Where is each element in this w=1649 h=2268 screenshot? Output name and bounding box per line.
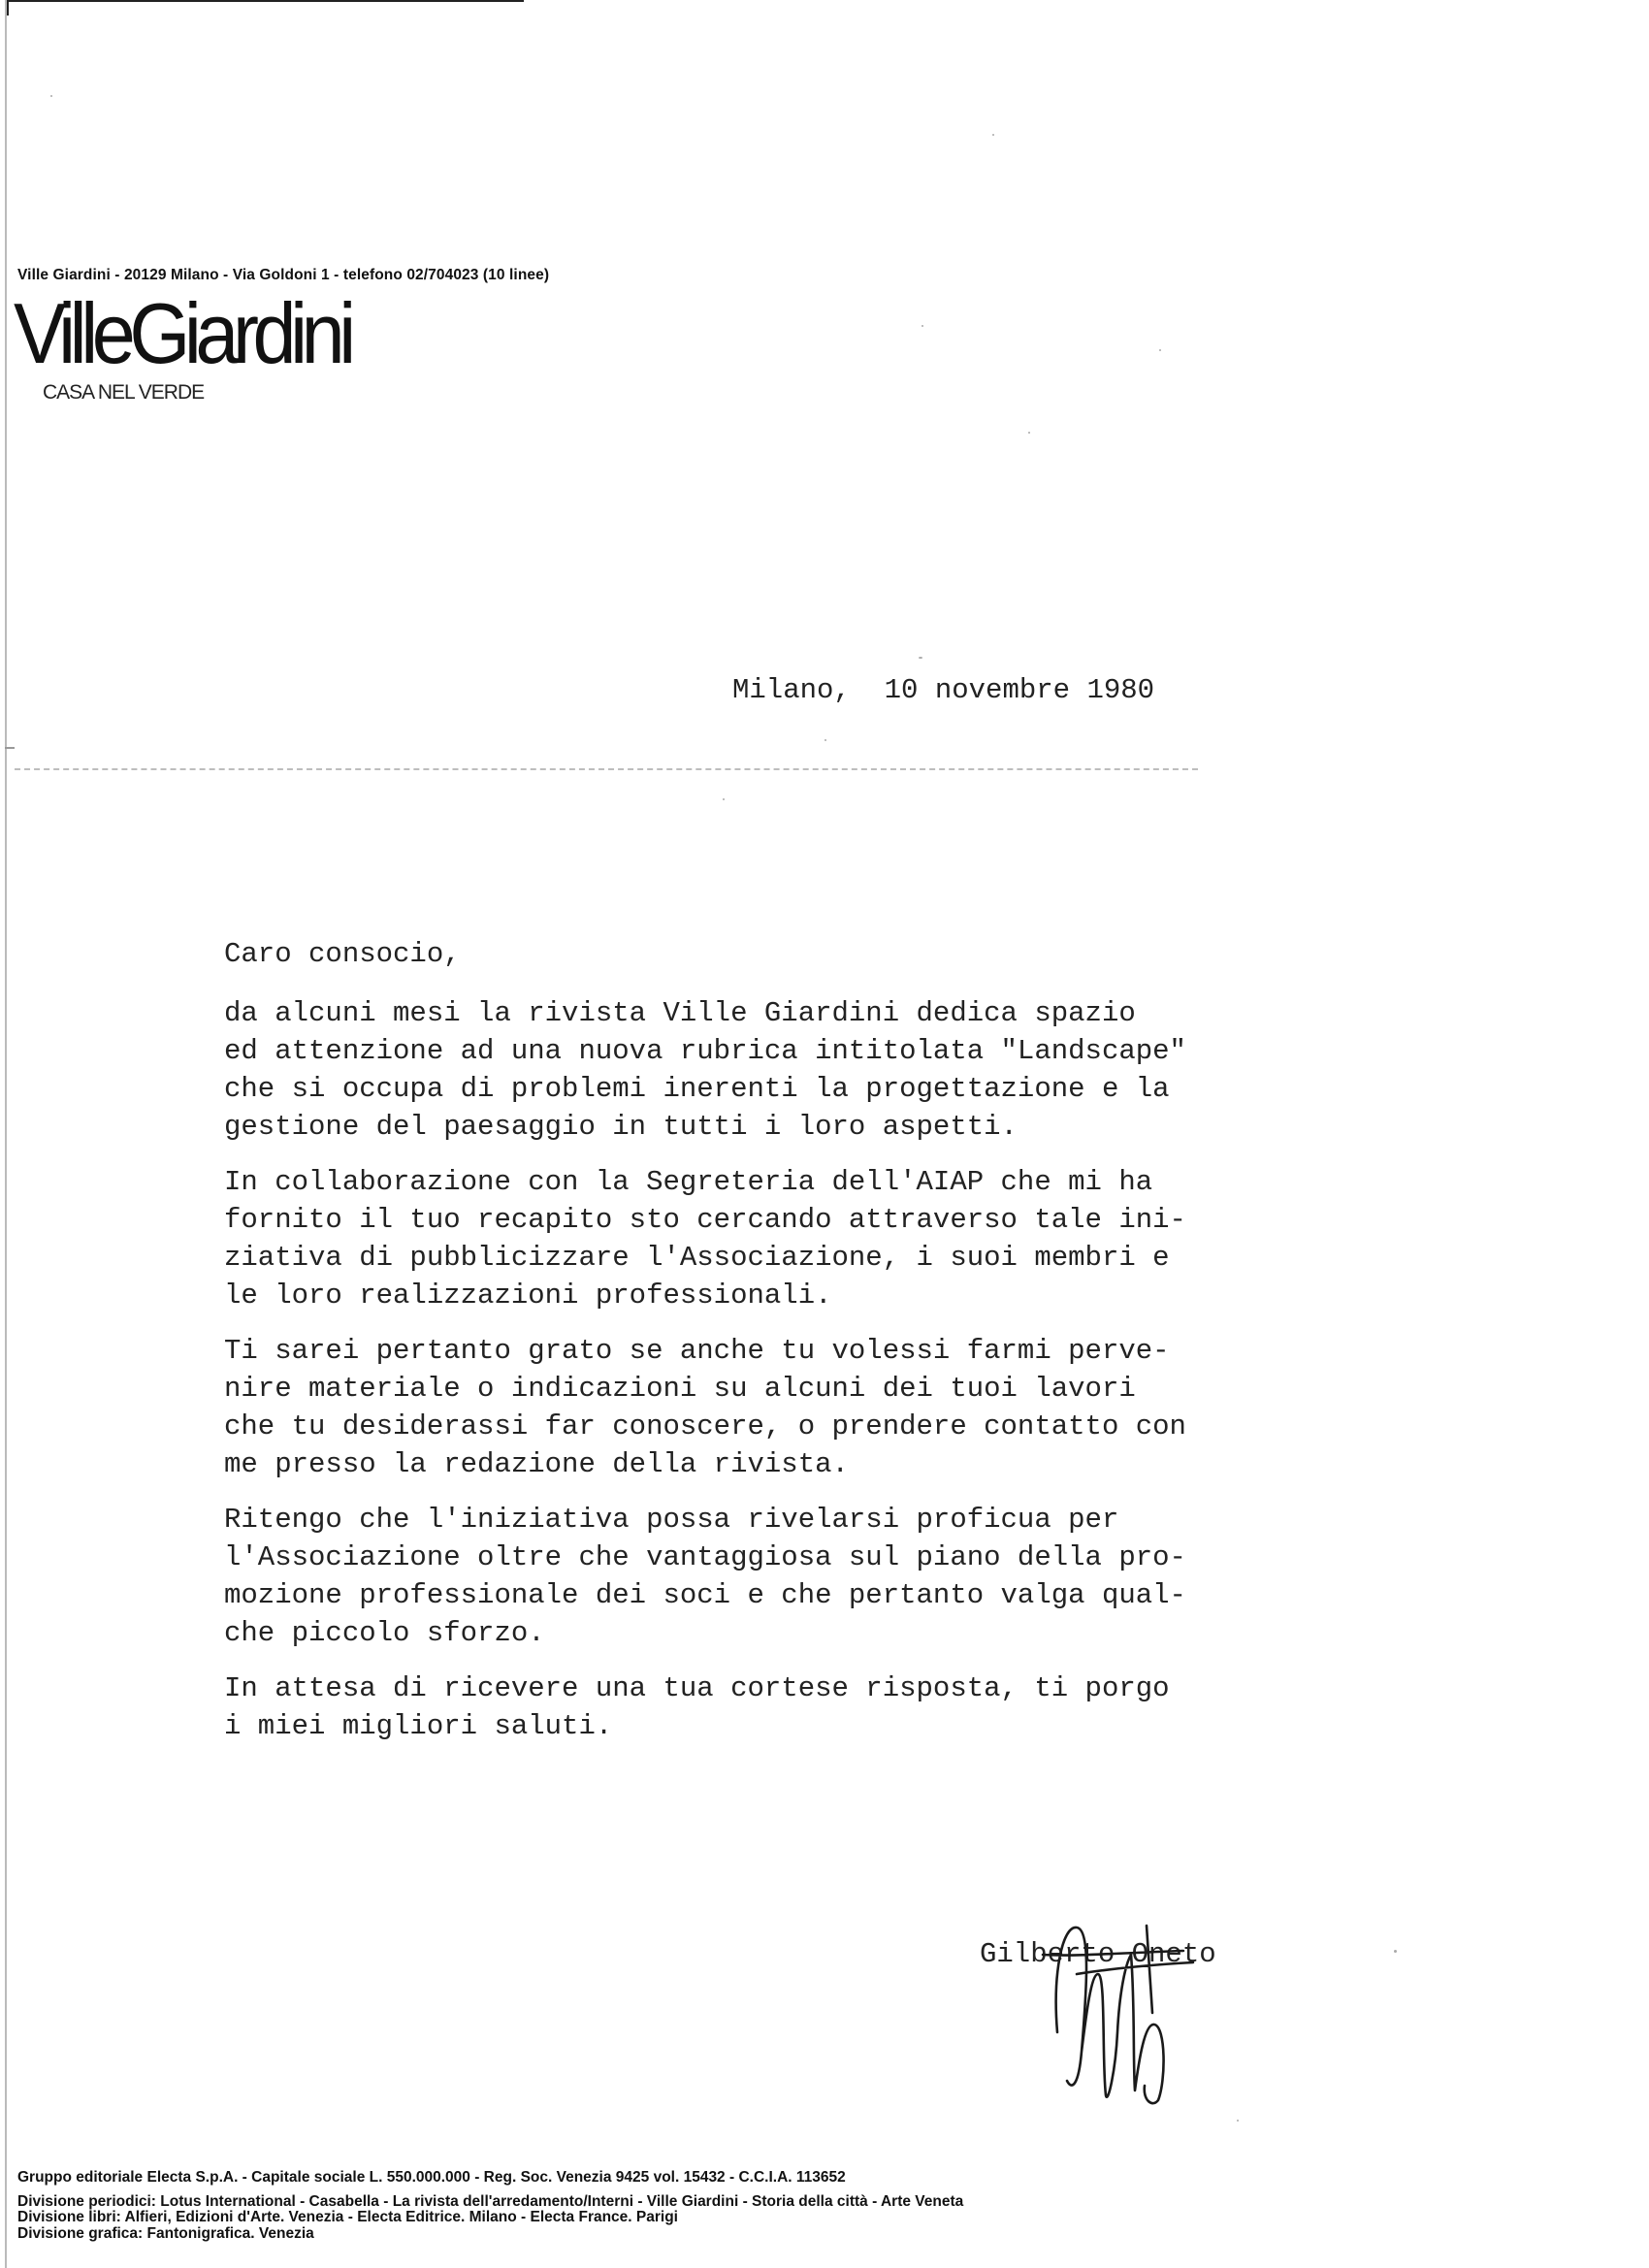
scan-speck	[50, 95, 52, 97]
body-line: l'Associazione oltre che vantaggiosa sul piano della pro-	[224, 1541, 1186, 1573]
body-line: Ti sarei pertanto grato se anche tu volessi farmi perve-	[224, 1335, 1170, 1367]
scan-speck	[723, 798, 725, 800]
body-line: me presso la redazione della rivista.	[224, 1448, 849, 1480]
footer-line: Divisione grafica: Fantonigrafica. Venezia	[17, 2224, 314, 2242]
letter-salutation: Caro consocio,	[224, 938, 461, 970]
handwritten-signature	[1038, 1916, 1203, 2110]
fold-tick-mark	[5, 747, 15, 749]
body-paragraph	[224, 1163, 1186, 1314]
body-line: che tu desiderassi far conoscere, o prendere contatto con	[224, 1410, 1186, 1442]
body-line: da alcuni mesi la rivista Ville Giardini dedica spazio	[224, 997, 1136, 1029]
body-paragraph	[224, 1669, 1186, 1745]
scan-left-edge	[5, 0, 7, 2268]
body-line: Ritengo che l'iniziativa possa rivelarsi proficua per	[224, 1504, 1119, 1536]
letter-body	[224, 994, 1186, 1763]
typed-signature-name: Gilberto Oneto	[980, 1938, 1216, 1970]
footer-line: Divisione libri: Alfieri, Edizioni d'Arte. Venezia - Electa Editrice. Milano - Electa France. Parigi	[17, 2209, 678, 2225]
body-line: ed attenzione ad una nuova rubrica intitolata "Landscape"	[224, 1035, 1186, 1067]
body-line: che si occupa di problemi inerenti la progettazione e la	[224, 1073, 1170, 1105]
body-line: che piccolo sforzo.	[224, 1617, 545, 1649]
scan-speck	[824, 739, 826, 741]
letterhead-address: Ville Giardini - 20129 Milano - Via Goldoni 1 - telefono 02/704023 (10 linee)	[17, 267, 550, 283]
body-paragraph	[224, 1332, 1186, 1483]
body-line: mozione professionale dei soci e che pertanto valga qual-	[224, 1579, 1186, 1611]
publisher-footer	[17, 2170, 963, 2242]
body-line: nire materiale o indicazioni su alcuni dei tuoi lavori	[224, 1373, 1136, 1405]
scan-speck	[992, 134, 994, 136]
ville-giardini-logo: VilleGiardini	[14, 285, 350, 381]
fold-line	[15, 768, 1198, 770]
scan-top-rule	[5, 0, 524, 2]
body-line: i miei migliori saluti.	[224, 1710, 613, 1742]
body-paragraph	[224, 994, 1186, 1146]
footer-line: Divisione periodici: Lotus International - Casabella - La rivista dell'arredamento/Interni - Ville Giardini - Storia della città - Arte Veneta	[17, 2192, 964, 2210]
scan-speck	[919, 657, 922, 659]
scan-speck	[1394, 1950, 1397, 1953]
footer-line: Gruppo editoriale Electa S.p.A. - Capitale sociale L. 550.000.000 - Reg. Soc. Venezia 9425 vol. 15432 - C.C.I.A. 113652	[17, 2169, 846, 2186]
body-line: ziativa di pubblicizzare l'Associazione, i suoi membri e	[224, 1242, 1170, 1274]
scan-speck	[1237, 2120, 1239, 2122]
body-line: gestione del paesaggio in tutti i loro aspetti.	[224, 1111, 1018, 1143]
letterhead-tagline: CASA NEL VERDE	[43, 381, 205, 404]
body-paragraph	[224, 1501, 1186, 1652]
scan-speck	[922, 325, 923, 327]
body-line: le loro realizzazioni professionali.	[224, 1280, 832, 1312]
scan-speck	[1028, 432, 1030, 434]
body-line: In attesa di ricevere una tua cortese risposta, ti porgo	[224, 1672, 1170, 1704]
body-line: fornito il tuo recapito sto cercando attraverso tale ini-	[224, 1204, 1186, 1236]
body-line: In collaborazione con la Segreteria dell'AIAP che mi ha	[224, 1166, 1153, 1198]
letter-date: Milano, 10 novembre 1980	[732, 674, 1155, 706]
scan-speck	[1159, 349, 1161, 351]
